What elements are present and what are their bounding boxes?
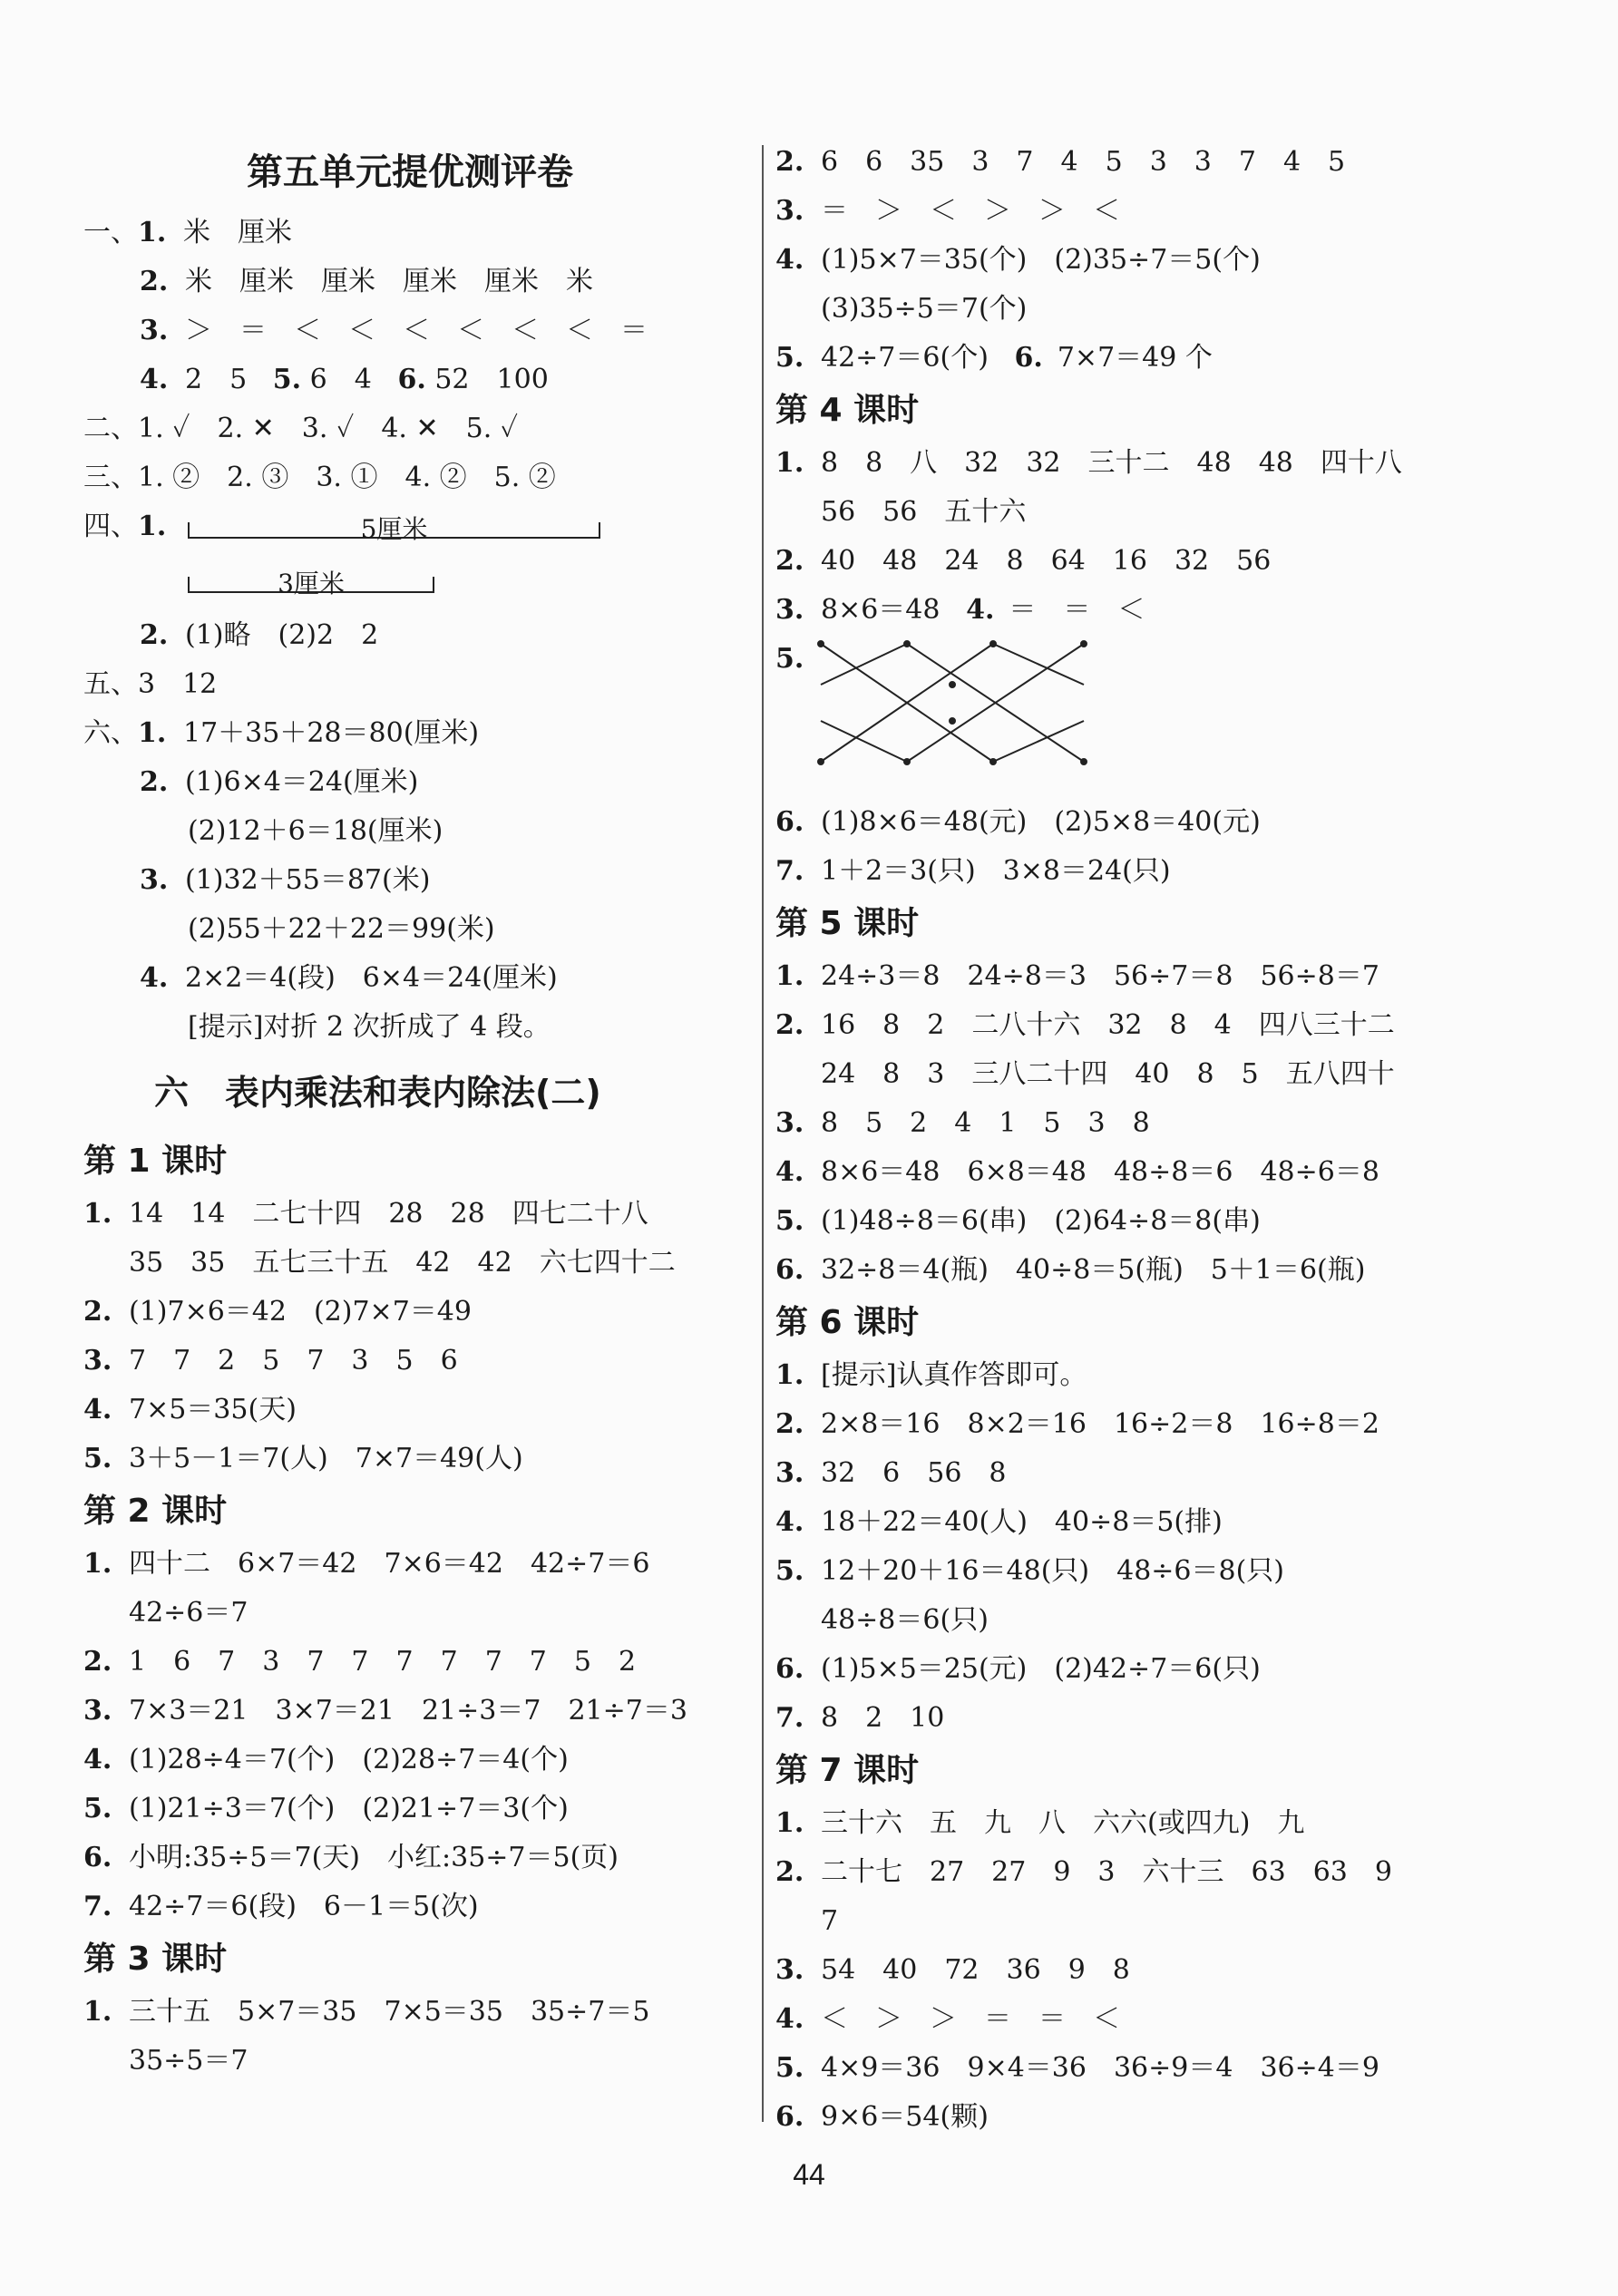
item-number: 2.	[775, 1408, 804, 1440]
answer-line	[83, 502, 183, 551]
answer-line	[83, 1239, 736, 1288]
answer-line	[83, 1988, 736, 2037]
answer-text: (1)6×4＝24(厘米)	[185, 766, 419, 798]
answer-line	[775, 1001, 1428, 1050]
answer-line	[775, 1050, 1428, 1099]
answer-line	[83, 453, 736, 502]
item-number: 6.	[775, 1254, 804, 1286]
answer-line	[83, 1687, 736, 1736]
diagram-point	[1081, 759, 1087, 764]
lesson-heading: 第 1 课时	[83, 1143, 228, 1180]
item-number: 4.	[775, 1156, 804, 1188]
item-number: 1.	[138, 717, 167, 749]
item-number: 1.	[83, 1548, 112, 1580]
section-title: 表内乘法和表内除法(二)	[225, 1073, 601, 1113]
answer-text: 1. ✓ 2. ✕ 3. ✓ 4. ✕ 5. ✓	[138, 413, 519, 444]
item-number: 5.	[83, 1793, 112, 1824]
item-number: 4.	[140, 364, 169, 395]
item-number: 3.	[83, 1695, 112, 1727]
answer-line	[775, 1197, 1428, 1246]
diagram-point	[990, 759, 996, 764]
unit-title: 第五单元提优测评卷	[247, 151, 573, 193]
answer-text: 52 100	[434, 364, 549, 395]
section-number: 六	[154, 1073, 190, 1113]
answer-text: 1. ② 2. ③ 3. ① 4. ② 5. ②	[138, 462, 556, 493]
item-number: 4.	[775, 2003, 804, 2035]
answer-text: 7×3＝21 3×7＝21 21÷3＝7 21÷7＝3	[129, 1695, 687, 1727]
item-number: 2.	[775, 146, 804, 178]
diagram-point	[950, 718, 955, 724]
answer-text: 1＋2＝3(只) 3×8＝24(只)	[821, 855, 1171, 887]
line-diagram	[812, 635, 1120, 798]
answer-text: 7×7＝49 个	[1057, 342, 1213, 374]
part-label: 六、	[83, 717, 138, 749]
item-number: 2.	[83, 1646, 112, 1678]
answer-text: (1)48÷8＝6(串) (2)64÷8＝8(串)	[821, 1205, 1261, 1237]
answer-line	[83, 807, 736, 856]
item-number: 2.	[140, 266, 169, 297]
part-label: 一、	[83, 217, 138, 248]
section-heading	[83, 1052, 736, 1133]
answer-text: 小明:35÷5＝7(天) 小红:35÷7＝5(页)	[129, 1842, 619, 1873]
answer-line	[775, 1848, 1428, 1897]
answer-text: ＜ ＞ ＞ ＝ ＝ ＜	[821, 2003, 1120, 2035]
answer-line	[83, 404, 736, 453]
ruler-3cm	[188, 569, 434, 598]
answer-text: 16 8 2 二八十六 32 8 4 四八三十二	[821, 1009, 1395, 1041]
answer-line	[83, 660, 736, 709]
answer-line	[775, 1148, 1428, 1197]
answer-text: (1)略 (2)2 2	[185, 619, 379, 651]
part-label: 三、	[83, 462, 138, 493]
answer-line	[83, 1785, 736, 1834]
answer-line	[83, 258, 736, 306]
answer-line	[775, 1596, 1428, 1645]
item-number: 6.	[775, 2101, 804, 2133]
answer-text: 32 6 56 8	[821, 1457, 1007, 1489]
answer-text: 35÷5＝7	[129, 2045, 249, 2077]
diagram-point	[818, 641, 824, 647]
diagram-point	[904, 641, 910, 647]
diagram-point	[818, 759, 824, 764]
diagram-point	[990, 641, 996, 647]
answer-list	[775, 439, 1428, 635]
answer-text: [提示]认真作答即可。	[821, 1359, 1087, 1391]
answer-text: ＞ ＝ ＜ ＜ ＜ ＜ ＜ ＜ ＝	[185, 315, 648, 346]
answer-list	[83, 1988, 736, 2086]
answer-text: 17＋35＋28＝80(厘米)	[183, 717, 480, 749]
answer-list	[83, 1540, 736, 1931]
answer-line	[83, 709, 736, 758]
answer-text: 42÷7＝6(个)	[821, 342, 989, 374]
item-number: 7.	[83, 1891, 112, 1922]
answer-text: 7	[821, 1905, 839, 1937]
answer-line	[775, 1694, 1428, 1743]
answer-text: 14 14 二七十四 28 28 四七二十八	[129, 1198, 648, 1230]
answer-text: [提示]对折 2 次折成了 4 段。	[188, 1011, 551, 1043]
answer-text: 8×6＝48 6×8＝48 48÷8＝6 48÷6＝8	[821, 1156, 1379, 1188]
answer-text: 48÷8＝6(只)	[821, 1604, 989, 1636]
answer-list	[775, 1799, 1428, 2142]
crossing-lines-figure	[775, 635, 1428, 798]
answer-text: 35 35 五七三十五 42 42 六七四十二	[129, 1247, 676, 1279]
answer-text: 米 厘米 厘米 厘米 厘米 米	[185, 266, 593, 297]
item-number: 5.	[775, 1555, 804, 1587]
answer-text: 3＋5－1＝7(人) 7×7＝49(人)	[129, 1443, 523, 1474]
page-number: 44	[793, 2158, 825, 2191]
answer-line	[775, 439, 1428, 488]
lesson-heading: 第 7 课时	[775, 1752, 920, 1789]
answer-list	[775, 1351, 1428, 1743]
answer-text: 56 56 五十六	[821, 496, 1027, 528]
item-number: 6.	[83, 1842, 112, 1873]
diagram-line	[993, 721, 1084, 762]
answer-text: 米 厘米	[183, 217, 292, 248]
answer-line	[83, 905, 736, 954]
lesson-heading: 第 5 课时	[775, 905, 920, 942]
item-number: 3.	[775, 594, 804, 626]
diagram-line	[821, 644, 907, 685]
answer-line	[83, 1589, 736, 1638]
item-number: 4.	[140, 962, 169, 994]
item-number: 6.	[1014, 342, 1043, 374]
lesson-heading: 第 3 课时	[83, 1941, 228, 1978]
answer-text: (1)8×6＝48(元) (2)5×8＝40(元)	[821, 806, 1261, 838]
item-number: 5.	[775, 2052, 804, 2084]
answer-line	[83, 2037, 736, 2086]
answer-text: 40 48 24 8 64 16 32 56	[821, 545, 1272, 577]
item-number: 2.	[140, 766, 169, 798]
item-number: 5.	[83, 1443, 112, 1474]
spacer	[940, 594, 966, 626]
answer-line	[775, 1946, 1428, 1995]
item-number: 2.	[775, 1856, 804, 1888]
item-number: 1.	[775, 1807, 804, 1839]
item-number: 1.	[775, 1359, 804, 1391]
answer-text: 54 40 72 36 9 8	[821, 1954, 1130, 1986]
item-number: 2.	[140, 619, 169, 651]
answer-line	[775, 1547, 1428, 1596]
answer-line	[775, 1897, 1428, 1946]
answer-line	[83, 1736, 736, 1785]
item-number: 3.	[775, 195, 804, 227]
part-label: 五、	[83, 668, 138, 700]
answer-line	[83, 1190, 736, 1239]
answer-text: 8×6＝48	[821, 594, 941, 626]
item-number: 5.	[775, 643, 804, 675]
ruler-5cm	[188, 514, 600, 544]
item-number: 2.	[775, 1009, 804, 1041]
lesson-heading: 第 6 课时	[775, 1304, 920, 1341]
item-number: 6.	[775, 1653, 804, 1685]
answer-text: 24÷3＝8 24÷8＝3 56÷7＝8 56÷8＝7	[821, 960, 1379, 992]
answer-text: 6 6 35 3 7 4 5 3 3 7 4 5	[821, 146, 1346, 178]
item-number: 5.	[775, 1205, 804, 1237]
answer-line	[775, 2093, 1428, 2142]
ruler-label: 3厘米	[278, 569, 345, 598]
answer-line	[775, 1351, 1428, 1400]
answer-text: 3 12	[138, 668, 218, 700]
answer-text: 42÷7＝6(段) 6－1＝5(次)	[129, 1891, 479, 1922]
answer-line	[83, 611, 736, 660]
answer-line	[83, 1540, 736, 1589]
answer-text: 8 5 2 4 1 5 3 8	[821, 1107, 1150, 1139]
answer-line	[83, 758, 736, 807]
answer-text: (2)55＋22＋22＝99(米)	[188, 913, 495, 945]
answer-text: (1)5×5＝25(元) (2)42÷7＝6(只)	[821, 1653, 1261, 1685]
diagram-point	[904, 759, 910, 764]
answer-line	[775, 1449, 1428, 1498]
answer-list	[775, 798, 1428, 896]
answer-line	[775, 1645, 1428, 1694]
answer-line	[775, 1498, 1428, 1547]
answer-line	[83, 1834, 736, 1883]
answer-line	[775, 1799, 1428, 1848]
answer-line	[83, 1337, 736, 1386]
answer-line	[775, 1099, 1428, 1148]
answer-text: (1)7×6＝42 (2)7×7＝49	[129, 1296, 472, 1328]
answer-text: 二十七 27 27 9 3 六十三 63 63 9	[821, 1856, 1392, 1888]
answer-text: 三十六 五 九 八 六六(或四九) 九	[821, 1807, 1305, 1839]
item-number: 4.	[775, 1506, 804, 1538]
right-column	[775, 138, 1428, 2142]
answer-text: (1)5×7＝35(个) (2)35÷7＝5(个)	[821, 244, 1261, 276]
item-number: 7.	[775, 1702, 804, 1734]
answer-line	[775, 236, 1428, 285]
diagram-line	[821, 721, 907, 762]
spacer	[989, 342, 1015, 374]
answer-line	[83, 954, 736, 1003]
answer-line	[775, 1995, 1428, 2044]
answer-line	[83, 306, 736, 355]
item-number: 1.	[138, 217, 167, 248]
left-column	[83, 136, 736, 2086]
answer-line	[775, 138, 1428, 187]
item-number: 4.	[83, 1394, 112, 1425]
answer-line	[775, 586, 1428, 635]
answer-text: 6 4	[309, 364, 372, 395]
item-number: 4.	[83, 1744, 112, 1776]
answer-text: 24 8 3 三八二十四 40 8 5 五八四十	[821, 1058, 1395, 1090]
answer-text: 9×6＝54(颗)	[821, 2101, 989, 2133]
answer-line	[83, 209, 736, 258]
answer-text: 8 2 10	[821, 1702, 945, 1734]
item-number: 6.	[775, 806, 804, 838]
answer-text: (2)12＋6＝18(厘米)	[188, 815, 443, 847]
answer-text: 18＋22＝40(人) 40÷8＝5(排)	[821, 1506, 1223, 1538]
item-number: 3.	[140, 864, 169, 896]
diagram-point	[1081, 641, 1087, 647]
item-number: 6.	[397, 364, 426, 395]
answer-line	[775, 1400, 1428, 1449]
part-label: 二、	[83, 413, 138, 444]
answer-text: 7×5＝35(天)	[129, 1394, 297, 1425]
answer-line	[775, 187, 1428, 236]
answer-text: 2×2＝4(段) 6×4＝24(厘米)	[185, 962, 558, 994]
item-number: 3.	[775, 1954, 804, 1986]
answer-line	[775, 1246, 1428, 1295]
item-number: 3.	[775, 1457, 804, 1489]
answer-text: 2 5	[185, 364, 248, 395]
item-number: 3.	[140, 315, 169, 346]
item-number: 3.	[775, 1107, 804, 1139]
answer-text: 12＋20＋16＝48(只) 48÷6＝8(只)	[821, 1555, 1284, 1587]
answer-line	[775, 847, 1428, 896]
item-number: 3.	[83, 1345, 112, 1377]
answer-text: ＝ ＝ ＜	[1009, 594, 1145, 626]
item-number: 1.	[138, 511, 167, 542]
answer-line	[775, 285, 1428, 334]
answer-text: 2×8＝16 8×2＝16 16÷2＝8 16÷8＝2	[821, 1408, 1379, 1440]
answer-line	[83, 1638, 736, 1687]
item-number: 1.	[83, 1198, 112, 1230]
ruler-label: 5厘米	[360, 514, 428, 544]
item-number: 1.	[83, 1996, 112, 2028]
answer-text: (3)35÷5＝7(个)	[821, 293, 1028, 325]
lesson-heading: 第 2 课时	[83, 1493, 228, 1530]
item-number: 4.	[966, 594, 995, 626]
answer-text: 三十五 5×7＝35 7×5＝35 35÷7＝5	[129, 1996, 650, 2028]
item-number: 5.	[775, 342, 804, 374]
answer-list	[83, 1190, 736, 1484]
answer-text: (1)28÷4＝7(个) (2)28÷7＝4(个)	[129, 1744, 569, 1776]
item-number: 4.	[775, 244, 804, 276]
item-number: 1.	[775, 960, 804, 992]
answer-list	[775, 138, 1428, 383]
item-number: 2.	[775, 545, 804, 577]
answer-line	[775, 798, 1428, 847]
answer-text: (1)32＋55＝87(米)	[185, 864, 431, 896]
lesson-heading: 第 4 课时	[775, 392, 920, 429]
item-number: 2.	[83, 1296, 112, 1328]
answer-line	[83, 1386, 736, 1435]
answer-line	[83, 1003, 736, 1052]
item-number: 5.	[272, 364, 302, 395]
answer-line	[83, 1288, 736, 1337]
answer-text: 4×9＝36 9×4＝36 36÷9＝4 36÷4＝9	[821, 2052, 1379, 2084]
item-number: 7.	[775, 855, 804, 887]
answer-text: 7 7 2 5 7 3 5 6	[129, 1345, 458, 1377]
answer-text: 1 6 7 3 7 7 7 7 7 7 5 2	[129, 1646, 637, 1678]
answer-text: ＝ ＞ ＜ ＞ ＞ ＜	[821, 195, 1120, 227]
answer-line	[775, 2044, 1428, 2093]
answer-list	[775, 952, 1428, 1295]
answer-text: 32÷8＝4(瓶) 40÷8＝5(瓶) 5＋1＝6(瓶)	[821, 1254, 1366, 1286]
answer-line	[83, 1435, 736, 1484]
diagram-line	[993, 644, 1084, 685]
column-divider	[762, 145, 764, 2122]
answer-text: 四十二 6×7＝42 7×6＝42 42÷7＝6	[129, 1548, 650, 1580]
answer-line	[83, 355, 736, 404]
answer-line	[775, 488, 1428, 537]
diagram-point	[950, 682, 955, 687]
answer-line	[775, 334, 1428, 383]
item-number: 1.	[775, 447, 804, 479]
answer-text: (1)21÷3＝7(个) (2)21÷7＝3(个)	[129, 1793, 569, 1824]
answer-line	[775, 537, 1428, 586]
answer-text: 8 8 八 32 32 三十二 48 48 四十八	[821, 447, 1402, 479]
answer-line	[83, 1883, 736, 1931]
answer-line	[83, 856, 736, 905]
part-label: 四、	[83, 511, 138, 542]
answer-text: 42÷6＝7	[129, 1597, 249, 1629]
answer-line	[775, 952, 1428, 1001]
ruler-figure	[83, 502, 736, 611]
